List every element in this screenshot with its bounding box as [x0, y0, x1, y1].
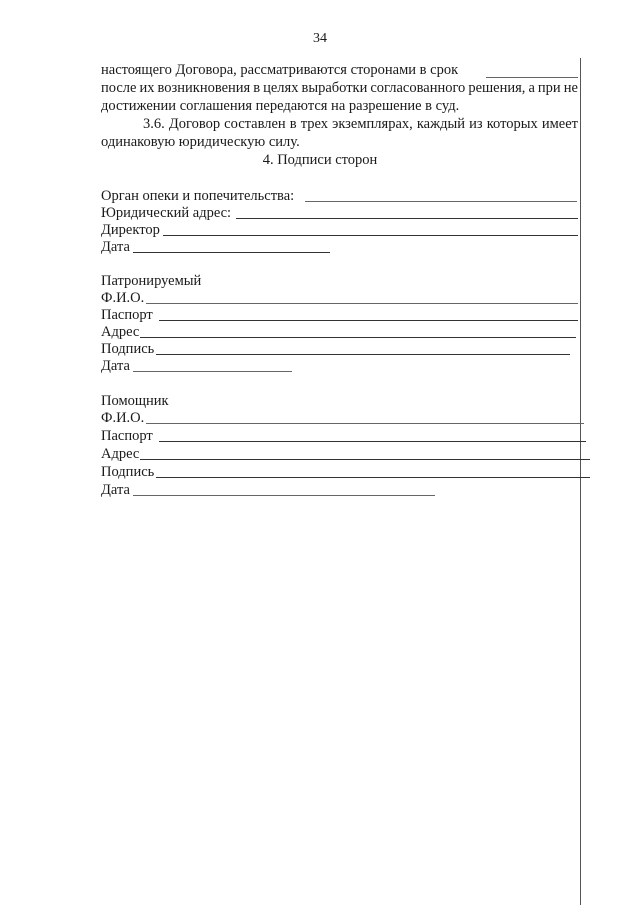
ward-signature-field[interactable]	[156, 354, 570, 355]
assistant-fio-label: Ф.И.О.	[101, 410, 145, 426]
ward-heading: Патронируемый	[101, 273, 202, 289]
director-field[interactable]	[163, 235, 578, 236]
term-blank	[486, 77, 578, 78]
word: в	[253, 80, 261, 96]
word: возникновения	[157, 80, 251, 96]
word: целях	[263, 80, 299, 96]
director-label: Директор	[101, 222, 160, 238]
assistant-date-field[interactable]	[133, 495, 435, 496]
ward-signature-label: Подпись	[101, 341, 155, 357]
margin-line	[580, 58, 581, 905]
word: 3.6.	[143, 116, 165, 132]
assistant-date-label: Дата	[101, 482, 130, 498]
word: в	[289, 116, 297, 132]
assistant-heading: Помощник	[101, 393, 169, 409]
ward-passport-label: Паспорт	[101, 307, 153, 323]
assistant-passport-field[interactable]	[159, 441, 586, 442]
date-field[interactable]	[133, 252, 330, 253]
word: имеет	[541, 116, 578, 132]
org-field[interactable]	[305, 201, 577, 202]
word: Договор	[168, 116, 221, 132]
assistant-address-field[interactable]	[140, 459, 590, 460]
word: составлен	[224, 116, 286, 132]
word: выработки	[301, 80, 368, 96]
ward-passport-field[interactable]	[159, 320, 578, 321]
ward-address-label: Адрес	[101, 324, 140, 340]
word: трех	[300, 116, 329, 132]
paragraph-line: одинаковую юридическую силу.	[101, 134, 300, 150]
word: согласованного	[370, 80, 466, 96]
ward-date-label: Дата	[101, 358, 130, 374]
assistant-fio-field[interactable]	[146, 423, 584, 424]
word: экземплярах,	[332, 116, 413, 132]
word: которых	[486, 116, 538, 132]
assistant-signature-label: Подпись	[101, 464, 155, 480]
word: решения,	[468, 80, 526, 96]
word: не	[563, 80, 578, 96]
word: а	[528, 80, 535, 96]
section-title: 4. Подписи сторон	[262, 152, 378, 168]
assistant-passport-label: Паспорт	[101, 428, 153, 444]
ward-fio-label: Ф.И.О.	[101, 290, 145, 306]
word: после	[101, 80, 137, 96]
word: из	[469, 116, 483, 132]
paragraph-line	[101, 80, 578, 97]
assistant-address-label: Адрес	[101, 446, 140, 462]
ward-fio-field[interactable]	[146, 303, 578, 304]
legal-address-label: Юридический адрес:	[101, 205, 232, 221]
paragraph-line: достижении соглашения передаются на разрешение в суд.	[101, 98, 460, 114]
assistant-signature-field[interactable]	[156, 477, 590, 478]
page-number: 34	[313, 31, 327, 46]
word: при	[537, 80, 561, 96]
paragraph-line: настоящего Договора, рассматриваются сторонами в срок	[101, 62, 459, 78]
org-label: Орган опеки и попечительства:	[101, 188, 295, 204]
date-label: Дата	[101, 239, 130, 255]
ward-address-field[interactable]	[140, 337, 576, 338]
word: каждый	[416, 116, 466, 132]
ward-date-field[interactable]	[133, 371, 292, 372]
paragraph-line	[143, 116, 578, 133]
legal-address-field[interactable]	[236, 218, 578, 219]
word: их	[139, 80, 155, 96]
